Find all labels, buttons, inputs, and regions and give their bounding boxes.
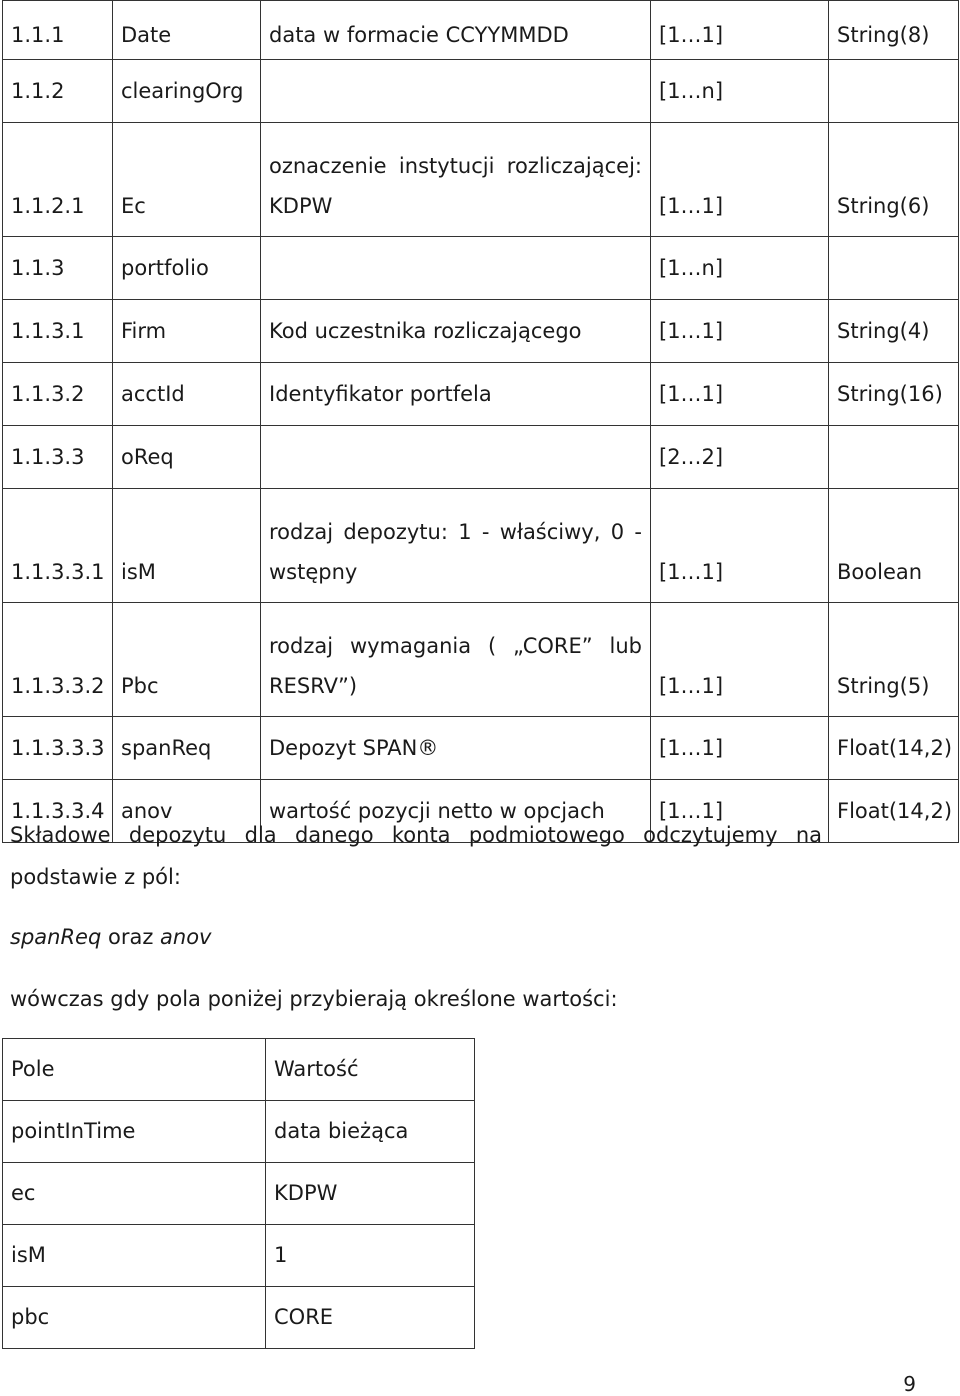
element-description: rodzaj depozytu: 1 - właściwy, 0 - wstępny bbox=[261, 489, 651, 603]
element-type: Float(14,2) bbox=[829, 780, 959, 843]
field-cell: ec bbox=[3, 1163, 266, 1225]
element-name: acctId bbox=[113, 363, 261, 426]
field-cell: pbc bbox=[3, 1287, 266, 1349]
field-values-table bbox=[2, 1038, 475, 1349]
element-type: String(5) bbox=[829, 603, 959, 717]
table-row bbox=[3, 1287, 475, 1349]
message-structure-table bbox=[2, 0, 959, 843]
element-name: anov bbox=[113, 780, 261, 843]
element-type: String(6) bbox=[829, 123, 959, 237]
paragraph-fields bbox=[10, 916, 822, 958]
table-row bbox=[3, 489, 959, 603]
element-number: 1.1.3.3 bbox=[3, 426, 113, 489]
element-number: 1.1.3.3.2 bbox=[3, 603, 113, 717]
element-type: Boolean bbox=[829, 489, 959, 603]
element-multiplicity: [1…1] bbox=[651, 603, 829, 717]
element-name: Date bbox=[113, 1, 261, 60]
table-row bbox=[3, 300, 959, 363]
paragraph-conditions: wówczas gdy pola poniżej przybierają określone wartości: bbox=[10, 987, 618, 1011]
element-number: 1.1.1 bbox=[3, 1, 113, 60]
value-cell: 1 bbox=[266, 1225, 475, 1287]
element-number: 1.1.3.1 bbox=[3, 300, 113, 363]
element-number: 1.1.2.1 bbox=[3, 123, 113, 237]
field-cell: isM bbox=[3, 1225, 266, 1287]
element-description: Identyfikator portfela bbox=[261, 363, 651, 426]
element-name: portfolio bbox=[113, 237, 261, 300]
table-row bbox=[3, 426, 959, 489]
element-type: String(8) bbox=[829, 1, 959, 60]
element-name: Ec bbox=[113, 123, 261, 237]
table-row bbox=[3, 237, 959, 300]
element-type bbox=[829, 426, 959, 489]
paragraph-components-line1: Składowe depozytu dla danego konta podmiotowego odczytujemy na bbox=[10, 823, 822, 847]
value-cell: data bieżąca bbox=[266, 1101, 475, 1163]
element-type: String(4) bbox=[829, 300, 959, 363]
element-name: Firm bbox=[113, 300, 261, 363]
element-multiplicity: [1…1] bbox=[651, 780, 829, 843]
element-multiplicity: [1…1] bbox=[651, 1, 829, 60]
element-number: 1.1.3 bbox=[3, 237, 113, 300]
element-name: spanReq bbox=[113, 717, 261, 780]
element-type bbox=[829, 237, 959, 300]
element-description: wartość pozycji netto w opcjach bbox=[261, 780, 651, 843]
element-multiplicity: [1…1] bbox=[651, 717, 829, 780]
element-description: oznaczenie instytucji rozliczającej: KDPW bbox=[261, 123, 651, 237]
element-type bbox=[829, 60, 959, 123]
element-name: isM bbox=[113, 489, 261, 603]
table-row bbox=[3, 363, 959, 426]
element-multiplicity: [1…n] bbox=[651, 237, 829, 300]
field-cell: pointInTime bbox=[3, 1101, 266, 1163]
field-name-spanreq: spanReq bbox=[10, 925, 102, 949]
element-number: 1.1.2 bbox=[3, 60, 113, 123]
element-number: 1.1.3.3.4 bbox=[3, 780, 113, 843]
element-number: 1.1.3.2 bbox=[3, 363, 113, 426]
element-multiplicity: [1…1] bbox=[651, 123, 829, 237]
element-description bbox=[261, 237, 651, 300]
paragraph-components-line2: podstawie z pól: bbox=[10, 865, 181, 889]
conjunction-text: oraz bbox=[101, 925, 161, 949]
page-number: 9 bbox=[903, 1372, 916, 1396]
table-row bbox=[3, 1163, 475, 1225]
column-header-field: Pole bbox=[3, 1039, 266, 1101]
table-row bbox=[3, 717, 959, 780]
element-number: 1.1.3.3.3 bbox=[3, 717, 113, 780]
table-row bbox=[3, 603, 959, 717]
field-name-anov: anov bbox=[160, 925, 212, 949]
element-number: 1.1.3.3.1 bbox=[3, 489, 113, 603]
element-type: String(16) bbox=[829, 363, 959, 426]
element-multiplicity: [2…2] bbox=[651, 426, 829, 489]
element-description: rodzaj wymagania ( „CORE” lub RESRV”) bbox=[261, 603, 651, 717]
table-header-row bbox=[3, 1039, 475, 1101]
element-name: oReq bbox=[113, 426, 261, 489]
element-description: data w formacie CCYYMMDD bbox=[261, 1, 651, 60]
table-row bbox=[3, 1, 959, 60]
element-multiplicity: [1…1] bbox=[651, 300, 829, 363]
element-type: Float(14,2) bbox=[829, 717, 959, 780]
element-name: clearingOrg bbox=[113, 60, 261, 123]
table-row bbox=[3, 1101, 475, 1163]
table-row bbox=[3, 1225, 475, 1287]
element-description bbox=[261, 426, 651, 489]
element-description: Depozyt SPAN® bbox=[261, 717, 651, 780]
element-multiplicity: [1…n] bbox=[651, 60, 829, 123]
value-cell: CORE bbox=[266, 1287, 475, 1349]
element-multiplicity: [1…1] bbox=[651, 363, 829, 426]
table-row bbox=[3, 60, 959, 123]
element-description bbox=[261, 60, 651, 123]
element-name: Pbc bbox=[113, 603, 261, 717]
table-row bbox=[3, 123, 959, 237]
column-header-value: Wartość bbox=[266, 1039, 475, 1101]
element-description: Kod uczestnika rozliczającego bbox=[261, 300, 651, 363]
element-multiplicity: [1…1] bbox=[651, 489, 829, 603]
value-cell: KDPW bbox=[266, 1163, 475, 1225]
